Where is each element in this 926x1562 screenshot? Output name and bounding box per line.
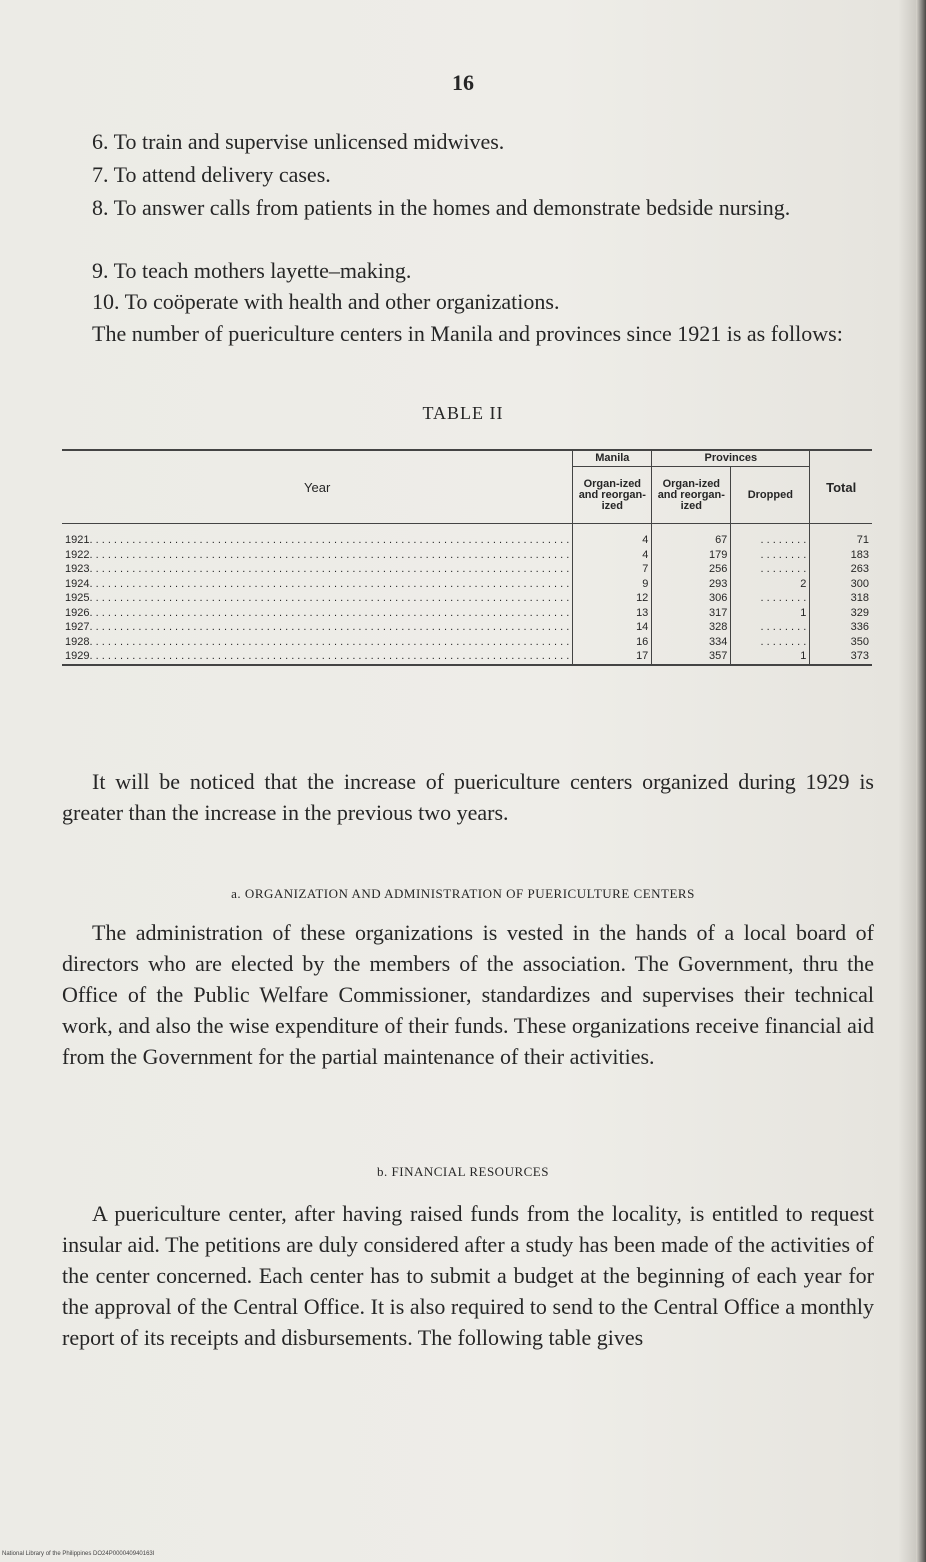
total-cell: 350 xyxy=(810,635,872,650)
dropped-cell: 1 xyxy=(731,606,810,621)
table-row xyxy=(62,548,872,563)
provinces-organized-cell: 293 xyxy=(652,577,731,592)
total-cell: 263 xyxy=(810,562,872,577)
dropped-cell: . . . . . . . . xyxy=(731,591,810,606)
col-total: Total xyxy=(810,450,872,524)
year-cell: 1925. . . . . . . . . . . . . . . . . . . . . . . . . . . . . . . . . . . . . . . . . . . . . . . . . . . . . . . . . . . . . . . . . . . . . . . . . . . . . . . xyxy=(65,592,570,604)
list-item-6: 6. To train and supervise unlicensed midwives. xyxy=(92,129,505,154)
scan-footer: National Library of the Philippines DO24P000040940163I xyxy=(2,1551,155,1557)
table-row xyxy=(62,620,872,635)
provinces-organized-cell: 317 xyxy=(652,606,731,621)
table-row xyxy=(62,577,872,592)
list-item-7: 7. To attend delivery cases. xyxy=(92,162,331,187)
col-manila: Manila xyxy=(573,450,652,467)
year-cell: 1923. . . . . . . . . . . . . . . . . . . . . . . . . . . . . . . . . . . . . . . . . . . . . . . . . . . . . . . . . . . . . . . . . . . . . . . . . . . . . . . xyxy=(65,563,570,575)
manila-cell: 12 xyxy=(573,591,652,606)
col-year: Year xyxy=(62,450,573,524)
manila-cell: 17 xyxy=(573,649,652,665)
year-cell: 1922. . . . . . . . . . . . . . . . . . . . . . . . . . . . . . . . . . . . . . . . . . . . . . . . . . . . . . . . . . . . . . . . . . . . . . . . . . . . . . . xyxy=(65,548,570,561)
year-cell: 1924. . . . . . . . . . . . . . . . . . . . . . . . . . . . . . . . . . . . . . . . . . . . . . . . . . . . . . . . . . . . . . . . . . . . . . . . . . . . . . . xyxy=(65,577,570,590)
total-cell: 300 xyxy=(810,577,872,592)
section-a-heading: a. ORGANIZATION AND ADMINISTRATION OF PUERICULTURE CENTERS xyxy=(231,886,695,901)
table-body xyxy=(62,524,872,665)
dropped-cell: . . . . . . . . xyxy=(731,562,810,577)
manila-cell: 13 xyxy=(573,606,652,621)
provinces-organized-cell: 179 xyxy=(652,548,731,563)
page-number: 16 xyxy=(452,70,474,95)
table-row xyxy=(62,591,872,606)
section-a-paragraph: The administration of these organizations is vested in the hands of a local board of directors who are elected by the members of the association. The Government, thru the Office of the Public Welfare Commissioner, standardizes and supervises their technical work, and also the wise expenditure of their funds. These organizations receive financial aid from the Government for the partial maintenance of their activities. xyxy=(62,920,874,1069)
manila-cell: 4 xyxy=(573,548,652,563)
section-b-paragraph: A puericulture center, after having raised funds from the locality, is entitled to request insular aid. The petitions are duly considered after a study has been made of the activities of the center concerned. Each center has to submit a budget at the beginning of each year for the approval of the Central Office. It is also required to send to the Central Office a monthly report of its receipts and disbursements. The following table gives xyxy=(62,1201,874,1350)
dropped-cell: . . . . . . . . xyxy=(731,635,810,650)
col-provinces: Provinces xyxy=(652,450,810,467)
intro-paragraph: The number of puericulture centers in Manila and provinces since 1921 is as follows: xyxy=(92,321,843,346)
section-b-heading: b. FINANCIAL RESOURCES xyxy=(377,1164,549,1179)
year-cell: 1928. . . . . . . . . . . . . . . . . . . . . . . . . . . . . . . . . . . . . . . . . . . . . . . . . . . . . . . . . . . . . . . . . . . . . . . . . . . . . . . xyxy=(65,635,570,648)
table-row xyxy=(62,649,872,665)
list-item-9: 9. To teach mothers layette–making. xyxy=(92,258,412,283)
col-manila-organized: Organ-ized and reorgan-ized xyxy=(573,467,652,524)
provinces-organized-cell: 328 xyxy=(652,620,731,635)
provinces-organized-cell: 334 xyxy=(652,635,731,650)
year-cell: 1929. . . . . . . . . . . . . . . . . . . . . . . . . . . . . . . . . . . . . . . . . . . . . . . . . . . . . . . . . . . . . . . . . . . . . . . . . . . . . . . xyxy=(65,650,570,662)
after-table-paragraph: It will be noticed that the increase of puericulture centers organized during 1929 is greater than the increase in the previous two years. xyxy=(62,769,874,825)
provinces-organized-cell: 256 xyxy=(652,562,731,577)
total-cell: 373 xyxy=(810,649,872,665)
table-row xyxy=(62,635,872,650)
dropped-cell: . . . . . . . . xyxy=(731,524,810,548)
total-cell: 329 xyxy=(810,606,872,621)
table-row xyxy=(62,524,872,548)
table-row xyxy=(62,562,872,577)
table-row xyxy=(62,606,872,621)
manila-cell: 7 xyxy=(573,562,652,577)
total-cell: 71 xyxy=(810,524,872,548)
manila-cell: 4 xyxy=(573,524,652,548)
provinces-organized-cell: 357 xyxy=(652,649,731,665)
page-edge xyxy=(916,0,926,1562)
list-item-10: 10. To coöperate with health and other organizations. xyxy=(92,289,560,314)
provinces-organized-cell: 306 xyxy=(652,591,731,606)
manila-cell: 16 xyxy=(573,635,652,650)
manila-cell: 9 xyxy=(573,577,652,592)
dropped-cell: 2 xyxy=(731,577,810,592)
total-cell: 318 xyxy=(810,591,872,606)
year-cell: 1926. . . . . . . . . . . . . . . . . . . . . . . . . . . . . . . . . . . . . . . . . . . . . . . . . . . . . . . . . . . . . . . . . . . . . . . . . . . . . . . xyxy=(65,606,570,619)
year-cell: 1921. . . . . . . . . . . . . . . . . . . . . . . . . . . . . . . . . . . . . . . . . . . . . . . . . . . . . . . . . . . . . . . . . . . . . . . . . . . . . . . xyxy=(65,534,570,546)
dropped-cell: . . . . . . . . xyxy=(731,548,810,563)
col-prov-organized: Organ-ized and reorgan-ized xyxy=(652,467,731,524)
col-dropped: Dropped xyxy=(731,467,810,524)
provinces-organized-cell: 67 xyxy=(652,524,731,548)
manila-cell: 14 xyxy=(573,620,652,635)
list-item-8: 8. To answer calls from patients in the homes and demonstrate bedside nursing. xyxy=(92,195,791,220)
table-caption: TABLE II xyxy=(422,403,504,423)
dropped-cell: . . . . . . . . xyxy=(731,620,810,635)
year-cell: 1927. . . . . . . . . . . . . . . . . . . . . . . . . . . . . . . . . . . . . . . . . . . . . . . . . . . . . . . . . . . . . . . . . . . . . . . . . . . . . . . xyxy=(65,621,570,633)
total-cell: 336 xyxy=(810,620,872,635)
total-cell: 183 xyxy=(810,548,872,563)
dropped-cell: 1 xyxy=(731,649,810,665)
puericulture-centers-table xyxy=(62,449,872,666)
